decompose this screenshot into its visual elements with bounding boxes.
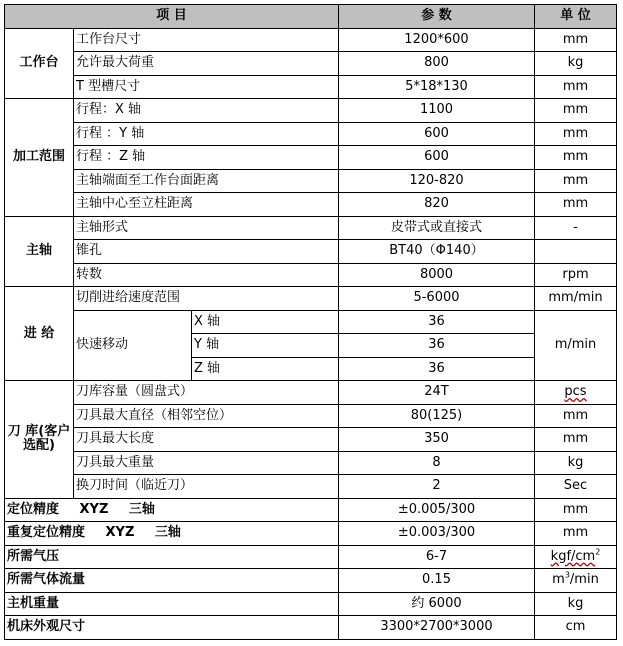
table-row	[5, 545, 617, 569]
row-label: 转数	[74, 263, 339, 287]
table-row	[5, 263, 617, 287]
row-value: 350	[339, 428, 535, 452]
table-row	[5, 616, 617, 640]
table-row	[5, 475, 617, 499]
row-value: 0.15	[339, 569, 535, 593]
table-row	[5, 75, 617, 99]
row-label: 刀具最大长度	[74, 428, 339, 452]
row-label: 允许最大荷重	[74, 52, 339, 76]
row-unit	[535, 240, 617, 264]
row-value: 8	[339, 451, 535, 475]
row-value: ±0.005/300	[339, 498, 535, 522]
row-label: T 型槽尺寸	[74, 75, 339, 99]
header-row	[5, 5, 617, 29]
axis-label: Z 轴	[192, 357, 339, 381]
row-unit: mm/min	[535, 287, 617, 311]
row-unit-text: pcs	[564, 384, 587, 400]
table-row	[5, 522, 617, 546]
row-value: 5-6000	[339, 287, 535, 311]
rapid-move-label: 快速移动	[74, 310, 192, 381]
row-label: 切削进给速度范围	[74, 287, 339, 311]
row-value: 820	[339, 193, 535, 217]
row-unit	[535, 569, 617, 593]
table-row	[5, 169, 617, 193]
axis-label: Y 轴	[192, 334, 339, 358]
row-value: 8000	[339, 263, 535, 287]
row-unit: mm	[535, 522, 617, 546]
table-row	[5, 287, 617, 311]
row-value: 24T	[339, 381, 535, 405]
row-label: 重复定位精度 XYZ 三轴	[5, 522, 339, 546]
table-row	[5, 52, 617, 76]
row-label: 刀库容量（圆盘式）	[74, 381, 339, 405]
row-unit	[535, 381, 617, 405]
row-label: 机床外观尺寸	[5, 616, 339, 640]
group-label-workbench: 工作台	[5, 28, 74, 99]
table-row	[5, 216, 617, 240]
axis-label: X 轴	[192, 310, 339, 334]
row-unit: mm	[535, 99, 617, 123]
row-value: 800	[339, 52, 535, 76]
row-unit: rpm	[535, 263, 617, 287]
table-row	[5, 498, 617, 522]
row-label: 工作台尺寸	[74, 28, 339, 52]
row-label: 主轴形式	[74, 216, 339, 240]
row-value: 600	[339, 146, 535, 170]
row-unit: Sec	[535, 475, 617, 499]
unit-rest: /min	[569, 572, 599, 588]
unit-base: m	[552, 572, 565, 588]
row-unit: mm	[535, 28, 617, 52]
row-value: 120-820	[339, 169, 535, 193]
table-row	[5, 240, 617, 264]
row-label: 刀具最大直径（相邻空位）	[74, 404, 339, 428]
row-value: 2	[339, 475, 535, 499]
row-unit: kg	[535, 451, 617, 475]
table-row	[5, 122, 617, 146]
row-value: 1100	[339, 99, 535, 123]
row-value: ±0.003/300	[339, 522, 535, 546]
row-unit: mm	[535, 169, 617, 193]
row-value: 皮带式或直接式	[339, 216, 535, 240]
row-value: 5*18*130	[339, 75, 535, 99]
row-value: 600	[339, 122, 535, 146]
row-label: 锥孔	[74, 240, 339, 264]
group-label-spindle: 主轴	[5, 216, 74, 287]
table-row	[5, 28, 617, 52]
row-label: 行程：X 轴	[74, 99, 339, 123]
row-unit: cm	[535, 616, 617, 640]
header-param: 参 数	[339, 5, 535, 29]
row-value: 6-7	[339, 545, 535, 569]
table-row	[5, 569, 617, 593]
header-unit: 单 位	[535, 5, 617, 29]
spec-table	[4, 4, 617, 640]
header-item: 项 目	[5, 5, 339, 29]
table-row	[5, 99, 617, 123]
table-row	[5, 193, 617, 217]
table-row	[5, 404, 617, 428]
table-row	[5, 381, 617, 405]
row-unit: mm	[535, 193, 617, 217]
row-value: 约 6000	[339, 592, 535, 616]
unit-superscript: 2	[595, 547, 601, 557]
row-value: 80(125)	[339, 404, 535, 428]
table-row	[5, 592, 617, 616]
table-row	[5, 310, 617, 334]
unit-superscript: 3	[564, 570, 570, 580]
row-unit: mm	[535, 146, 617, 170]
row-unit: mm	[535, 75, 617, 99]
row-unit: mm	[535, 428, 617, 452]
group-label-tool: 刀 库(客户选配)	[5, 381, 74, 499]
row-label: 刀具最大重量	[74, 451, 339, 475]
row-label: 行程 ：Z 轴	[74, 146, 339, 170]
row-value: 36	[339, 357, 535, 381]
row-unit: kg	[535, 592, 617, 616]
row-unit: mm	[535, 404, 617, 428]
unit-base: kgf/cm	[550, 548, 596, 564]
row-unit: -	[535, 216, 617, 240]
row-value: 36	[339, 334, 535, 358]
row-label: 主机重量	[5, 592, 339, 616]
group-label-feed: 进 给	[5, 287, 74, 381]
row-value: BT40（Φ140）	[339, 240, 535, 264]
row-label: 定位精度 XYZ 三轴	[5, 498, 339, 522]
row-label: 主轴中心至立柱距离	[74, 193, 339, 217]
row-value: 1200*600	[339, 28, 535, 52]
row-value: 3300*2700*3000	[339, 616, 535, 640]
row-label: 行程 ：Y 轴	[74, 122, 339, 146]
row-unit	[535, 545, 617, 569]
row-unit: kg	[535, 52, 617, 76]
rapid-move-unit: m/min	[535, 310, 617, 381]
row-unit: mm	[535, 498, 617, 522]
row-label: 所需气压	[5, 545, 339, 569]
table-row	[5, 146, 617, 170]
row-label: 换刀时间（临近刀）	[74, 475, 339, 499]
row-unit: mm	[535, 122, 617, 146]
row-value: 36	[339, 310, 535, 334]
group-label-range: 加工范围	[5, 99, 74, 217]
row-label: 所需气体流量	[5, 569, 339, 593]
row-label: 主轴端面至工作台面距离	[74, 169, 339, 193]
table-row	[5, 451, 617, 475]
table-row	[5, 428, 617, 452]
